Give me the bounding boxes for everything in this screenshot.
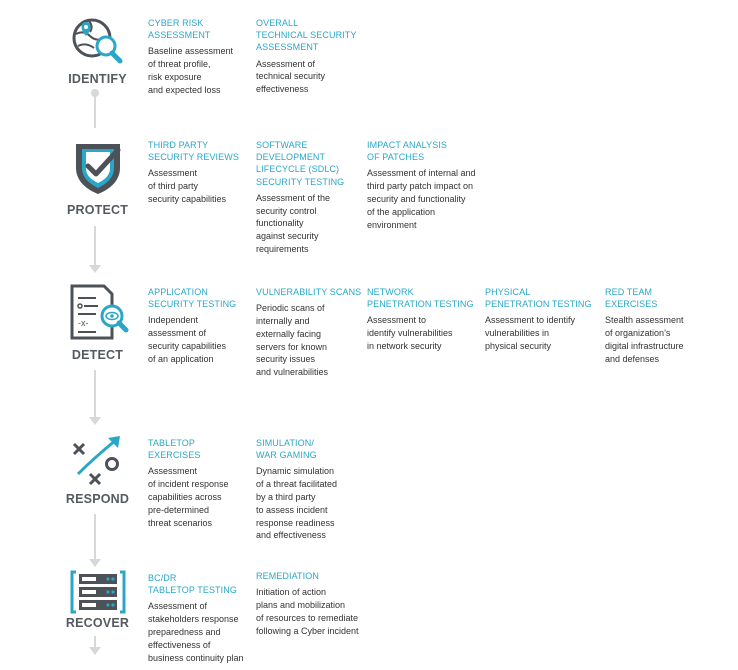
activity-application-security-testing xyxy=(148,286,266,366)
activity-simulation-war-gaming xyxy=(256,437,374,542)
map-search-icon xyxy=(68,16,128,68)
activity-cyber-risk-assessment xyxy=(148,17,266,97)
activity-description: Assessment of internal and third party patch impact on security and functionality of the application environment xyxy=(367,168,476,230)
activity-title: SIMULATION/ WAR GAMING xyxy=(256,438,317,461)
activity-description: Dynamic simulation of a threat facilitated by a third party to assess incident response readiness and effectiveness xyxy=(256,466,338,541)
phase-label-recover: RECOVER xyxy=(65,616,130,630)
activity-description: Assessment to identify vulnerabilities in network security xyxy=(367,315,453,351)
connector-arrow xyxy=(89,265,101,273)
activity-tabletop-exercises xyxy=(148,437,266,529)
phase-label-protect: PROTECT xyxy=(66,203,129,217)
activity-description: Baseline assessment of threat profile, risk exposure and expected loss xyxy=(148,46,234,95)
activity-title: THIRD PARTY SECURITY REVIEWS xyxy=(148,140,239,163)
activity-description: Initiation of action plans and mobilization of resources to remediate following a Cyber incident xyxy=(256,587,359,636)
connector-arrow xyxy=(89,417,101,425)
activity-physical-penetration-testing xyxy=(485,286,603,353)
activity-description: Assessment of technical security effectiveness xyxy=(256,58,326,95)
activity-description: Assessment to identify vulnerabilities in physical security xyxy=(485,315,576,351)
document-eye-icon xyxy=(66,284,130,342)
activity-title: TABLETOP EXERCISES xyxy=(148,438,201,461)
play-diagram-icon xyxy=(68,434,128,490)
activity-title: CYBER RISK ASSESSMENT xyxy=(148,18,211,41)
activity-title: PHYSICAL PENETRATION TESTING xyxy=(485,287,592,310)
phase-label-respond: RESPOND xyxy=(65,492,130,506)
activity-title: BC/DR TABLETOP TESTING xyxy=(148,573,237,596)
svg-text:-x-: -x- xyxy=(77,318,88,328)
connector-line xyxy=(94,514,96,560)
phase-label-detect: DETECT xyxy=(71,348,124,362)
activity-description: Assessment of third party security capabilities xyxy=(148,168,227,204)
activity-description: Independent assessment of security capabilities of an application xyxy=(148,315,227,364)
connector-line xyxy=(94,226,96,266)
activity-bc-dr-tabletop-testing xyxy=(148,572,266,664)
activity-third-party-security-reviews xyxy=(148,139,266,206)
activity-description: Stealth assessment of organization’s digital infrastructure and defenses xyxy=(605,315,684,364)
activity-title: REMEDIATION xyxy=(256,571,319,581)
activity-overall-technical-security-assessment xyxy=(256,17,374,96)
activity-description: Assessment of stakeholders response preparedness and effectiveness of business continuity plan xyxy=(148,601,244,663)
activity-vulnerability-scans xyxy=(256,286,374,379)
shield-check-icon xyxy=(68,138,128,196)
activity-description: Assessment of the security control functionality against security requirements xyxy=(256,192,331,254)
server-rack-icon xyxy=(70,570,126,614)
activity-description: Periodic scans of internally and externally facing servers for known security issues and vulnerabilities xyxy=(256,303,329,378)
phase-label-identify: IDENTIFY xyxy=(68,72,127,86)
activity-title: IMPACT ANALYSIS OF PATCHES xyxy=(367,140,448,163)
connector-arrow xyxy=(89,559,101,567)
activity-network-penetration-testing xyxy=(367,286,485,353)
activity-title: SOFTWARE DEVELOPMENT LIFECYCLE (SDLC) SECURITY TESTING xyxy=(256,140,345,187)
activity-red-team-exercises xyxy=(605,286,725,366)
activity-title: RED TEAM EXERCISES xyxy=(605,287,658,310)
activity-title: OVERALL TECHNICAL SECURITY ASSESSMENT xyxy=(256,18,357,53)
connector-line xyxy=(94,370,96,418)
activity-title: APPLICATION SECURITY TESTING xyxy=(148,287,237,310)
activity-remediation xyxy=(256,570,381,637)
activity-title: VULNERABILITY SCANS xyxy=(256,287,362,297)
activity-description: Assessment of incident response capabilities across pre-determined threat scenarios xyxy=(148,466,229,528)
connector-line xyxy=(94,96,96,128)
activity-impact-analysis-of-patches xyxy=(367,139,497,231)
activity-sdlc-security-testing xyxy=(256,139,374,256)
connector-arrow xyxy=(89,647,101,655)
activity-title: NETWORK PENETRATION TESTING xyxy=(367,287,474,310)
